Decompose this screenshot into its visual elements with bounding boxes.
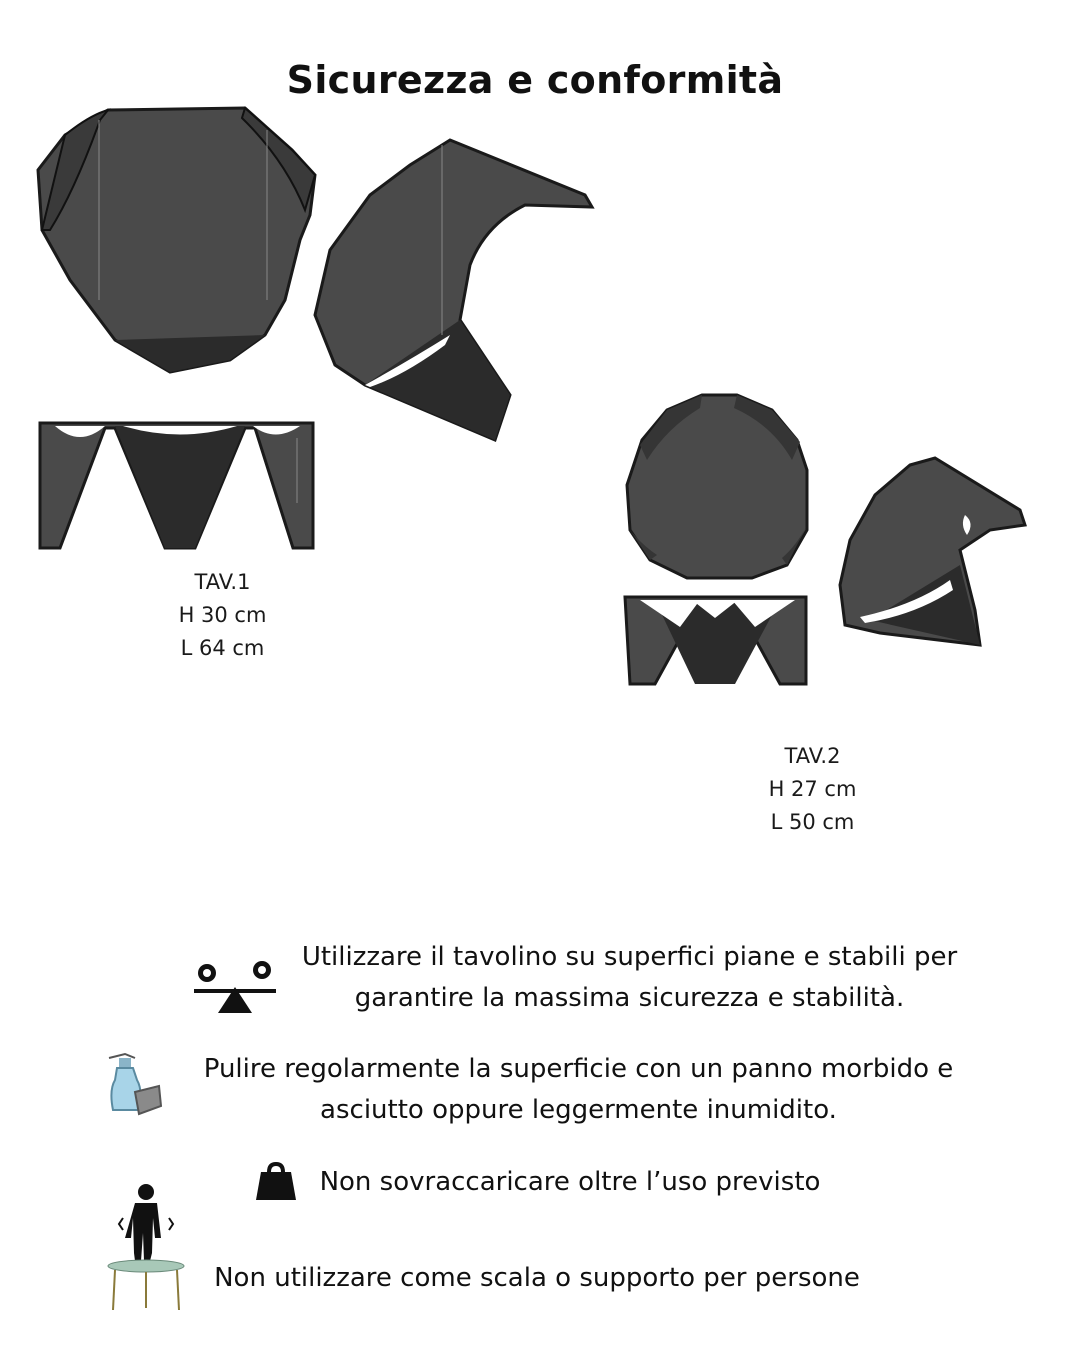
rule-cleaning-line2: asciutto oppure leggermente inumidito. — [320, 1095, 837, 1125]
rule-stable-surface-line2: garantire la massima sicurezza e stabilità. — [354, 983, 905, 1013]
tav1-height: H 30 cm — [178, 603, 267, 627]
rule-cleaning — [176, 1049, 981, 1131]
tav1-side-view — [35, 418, 320, 556]
tav1-length: L 64 cm — [180, 636, 265, 660]
weight-icon — [255, 1162, 297, 1202]
rule-cleaning-line1: Pulire regolarmente la superficie con un panno morbido e — [203, 1054, 954, 1084]
tav2-specs — [740, 740, 885, 839]
tav2-height: H 27 cm — [768, 777, 857, 801]
tav1-name: TAV.1 — [194, 570, 251, 594]
rule-stable-surface — [282, 937, 977, 1019]
balance-scale-icon — [192, 955, 278, 1019]
tav1-perspective-view — [310, 135, 600, 445]
tav2-top-view — [622, 390, 814, 582]
rule-no-overload-line1: Non sovraccaricare oltre l’uso previsto — [319, 1167, 821, 1197]
person-on-table-icon — [105, 1178, 187, 1313]
tav2-name: TAV.2 — [784, 744, 841, 768]
tav2-side-view — [620, 592, 812, 690]
tav1-specs — [150, 566, 295, 665]
page-title: Sicurezza e conformità — [286, 58, 784, 102]
rule-no-overload — [305, 1162, 835, 1203]
rule-stable-surface-line1: Utilizzare il tavolino su superfici piane e stabili per — [301, 942, 958, 972]
tav2-perspective-view — [835, 455, 1035, 650]
rule-no-standing — [197, 1258, 877, 1299]
tav2-length: L 50 cm — [770, 810, 855, 834]
tav1-top-view — [30, 100, 320, 380]
cleaning-spray-icon — [105, 1050, 165, 1118]
rule-no-standing-line1: Non utilizzare come scala o supporto per persone — [214, 1263, 860, 1293]
